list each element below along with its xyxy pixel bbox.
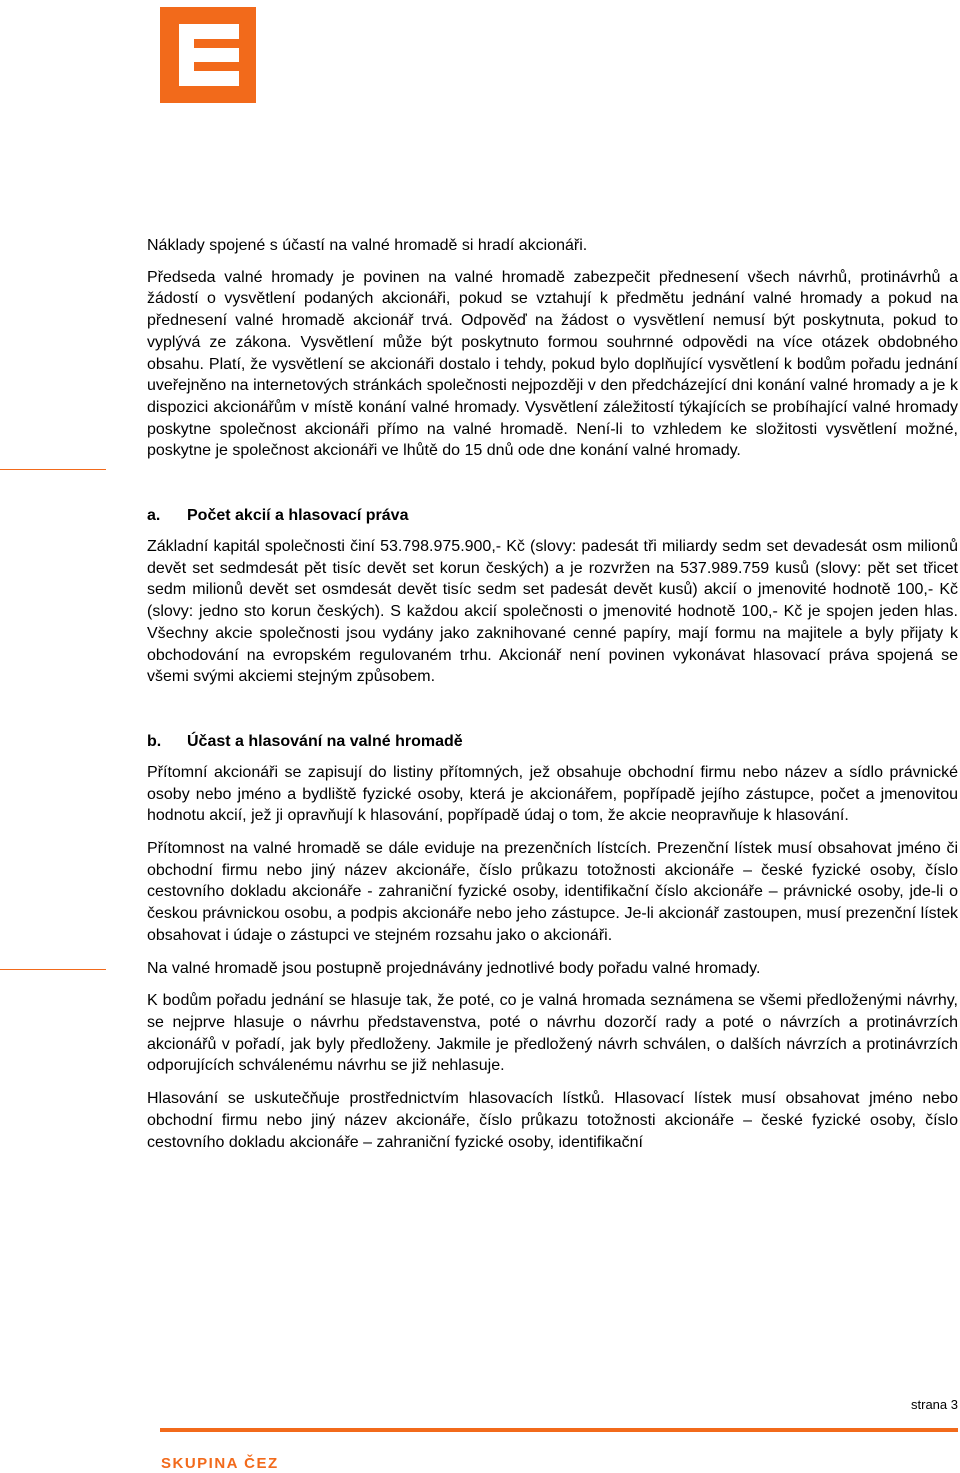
paragraph-ballots: Hlasování se uskutečňuje prostřednictvím hlasovacích lístků. Hlasovací lístek musí obsahovat jméno nebo obchodní firmu nebo jiný název akcionáře, číslo průkazu totožnosti akcionáře – české fyzické osoby, číslo cestovního dokladu akcionáře – zahraniční fyzické osoby, identifikační bbox=[147, 1090, 958, 1151]
cez-logo-icon bbox=[160, 7, 256, 103]
section-a-number: a. bbox=[147, 507, 161, 525]
paragraph-chairman-duties: Předseda valné hromady je povinen na valné hromadě zabezpečit přednesení všech návrhů, protinávrhů a žádostí o vysvětlení podaných akcionáři, pokud se vztahují k předmětu jednání valné hromady a pokud na přednesení valné hromadě akcionář trvá. Odpověď na žádost o vysvětlení nemusí být poskytnuta, pokud to vyplývá ze zákona. Vysvětlení může být poskytnuto formou souhrnné odpovědi na více otázek obdobného obsahu. Platí, že vysvětlení se akcionáři dostalo i tehdy, pokud bylo doplňující vysvětlení k bodům pořadu jednání uveřejněno na internetových stránkách společnosti nejpozději v den předcházející dni konání valné hromady a je k dispozici akcionářům v místě konání valné hromady. Vysvětlení záležitostí týkajících se probíhající valné hromady poskytne společnost akcionáři přímo na valné hromadě. Není-li to vzhledem ke složitosti vysvětlení možné, poskytne je společnost akcionáři ve lhůtě do 15 dnů ode dne konání valné hromady. bbox=[147, 268, 958, 460]
section-b-number: b. bbox=[147, 732, 162, 750]
footer-rule bbox=[160, 1428, 958, 1432]
margin-rule-upper bbox=[0, 469, 106, 470]
footer-brand: SKUPINA ČEZ bbox=[161, 1455, 279, 1472]
section-b-title: Účast a hlasování na valné hromadě bbox=[187, 732, 463, 750]
section-a-title: Počet akcií a hlasovací práva bbox=[187, 507, 409, 525]
paragraph-attendance-list: Přítomní akcionáři se zapisují do listiny přítomných, jež obsahuje obchodní firmu nebo název a sídlo právnické osoby nebo jméno a bydliště fyzické osoby, která je akcionářem, popřípadě jejího zástupce, počet a jmenovitou hodnotu akcií, jež ji opravňují k hlasování, popřípadě údaj o tom, že akcie neopravňuje k hlasování. bbox=[147, 763, 958, 825]
document-body bbox=[147, 235, 958, 1164]
paragraph-share-capital: Základní kapitál společnosti činí 53.798.975.900,- Kč (slovy: padesát tři miliardy sedm set devadesát osm milionů devět set sedmdesát pět tisíc devět set korun českých) a je rozvržen na 537.989.759 kusů (slovy: pět set třicet sedm milionů devět set osmdesát devět tisíc sedm set padesát devět kusů) akcií o jmenovité hodnotě 100,- Kč (slovy: jedno sto korun českých). S každou akcií společnosti o jmenovité hodnotě 100,- Kč je spojen jeden hlas. Všechny akcie společnosti jsou vydány jako zaknihované cenné papíry, mají formu na majitele a byly přijaty k obchodování na evropském regulovaném trhu. Akcionář není povinen vykonávat hlasovací práva spojená se všemi svými akciemi stejným způsobem. bbox=[147, 538, 958, 686]
paragraph-attendance-slips: Přítomnost na valné hromadě se dále eviduje na prezenčních lístcích. Prezenční lístek musí obsahovat jméno či obchodní firmu nebo jiný název akcionáře, číslo průkazu totožnosti akcionáře – české fyzické osoby, číslo cestovního dokladu akcionáře - zahraniční fyzické osoby, identifikační číslo akcionáře – právnické osoby, jde-li o českou právnickou osobu, a podpis akcionáře nebo jeho zástupce. Je-li akcionář zastoupen, musí prezenční lístek obsahovat i údaje o zástupci ve stejném rozsahu jako o akcionáři. bbox=[147, 840, 958, 944]
paragraph-voting-order: K bodům pořadu jednání se hlasuje tak, že poté, co je valná hromada seznámena se všemi předloženými návrhy, se nejprve hlasuje o návrhu představenstva, poté o návrhu dozorčí rady a poté o návrzích a protinávrzích akcionářů v pořadí, jak byly předloženy. Jakmile je předložený návrh schválen, o dalších návrzích a protinávrzích odporujících schválenému návrhu se již nehlasuje. bbox=[147, 992, 958, 1075]
paragraph-agenda: Na valné hromadě jsou postupně projednávány jednotlivé body pořadu valné hromady. bbox=[147, 959, 761, 977]
paragraph-costs: Náklady spojené s účastí na valné hromadě si hradí akcionáři. bbox=[147, 237, 588, 254]
page-number: strana 3 bbox=[911, 1397, 958, 1412]
margin-rule-lower bbox=[0, 969, 106, 970]
section-b-heading bbox=[147, 731, 958, 752]
section-a-heading bbox=[147, 505, 958, 526]
